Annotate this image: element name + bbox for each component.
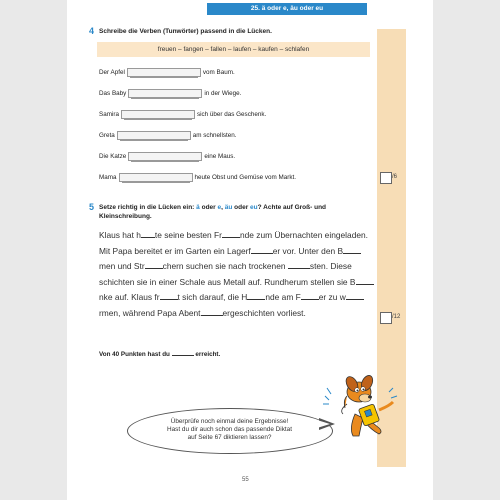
dog-mascot-illustration (319, 370, 399, 440)
sentence-row (99, 108, 266, 120)
gap-blank[interactable] (301, 299, 319, 300)
gap-blank[interactable] (247, 299, 265, 300)
speech-bubble-text: Überprüfe noch einmal deine Ergebnisse! Hast du dir auch schon das passende Diktat auf Seite 67 diktieren lassen? (166, 418, 293, 442)
gap-blank[interactable] (346, 299, 364, 300)
sentence-row (99, 66, 235, 78)
sentence-start: Samira (99, 110, 119, 118)
sentence-row (99, 171, 296, 183)
gap-text-paragraph: Klaus hat h te seine besten Fr nde zum Übernachten eingeladen. Mit Papa bereitet er im Garten ein Lagerf er vor. Unter den Bmen und Str chern suchen sie nach trockenen sten. Diese schichten sie in einer Schale aus Metall auf. Rundherum stellen sie Bnke auf. Klaus fr t sich darauf, die H nde am F er zu wrmen, während Papa Abent ergeschichten vorliest. (99, 228, 374, 322)
sentence-end: sich über das Geschenk. (196, 110, 267, 118)
sentence-start: Greta (99, 131, 115, 139)
sentence-end: vom Baum. (202, 68, 235, 76)
gap-blank[interactable] (222, 237, 240, 238)
score-label-task-5: /12 (392, 314, 401, 320)
gap-blank[interactable] (160, 299, 178, 300)
task-5-title: Setze richtig in die Lücken ein: ä oder e, äu oder eu? Achte auf Groß- und Kleinschreibung. (99, 204, 327, 220)
answer-field[interactable] (121, 110, 195, 119)
page-number: 55 (242, 477, 249, 483)
sentence-start: Der Apfel (99, 68, 125, 76)
task-4-number: 4 (89, 26, 95, 36)
score-box-task-5[interactable] (380, 312, 392, 324)
sentence-start: Das Baby (99, 89, 127, 97)
workbook-page (67, 0, 433, 500)
sentence-end: am schnellsten. (192, 131, 237, 139)
sentence-start: Mama (99, 173, 117, 181)
sentence-end: in der Wiege. (204, 89, 242, 97)
sentence-end: eine Maus. (204, 152, 236, 160)
gap-blank[interactable] (251, 253, 273, 254)
sentence-row (99, 129, 237, 141)
answer-field[interactable] (128, 152, 202, 161)
score-box-task-4[interactable] (380, 172, 392, 184)
gap-blank[interactable] (288, 268, 310, 269)
score-label-task-4: /6 (392, 174, 398, 180)
task-4-title: Schreibe die Verben (Tunwörter) passend in die Lücken. (99, 28, 272, 35)
gap-blank[interactable] (343, 253, 361, 254)
points-blank[interactable] (172, 355, 194, 356)
answer-field[interactable] (127, 68, 201, 77)
answer-field[interactable] (119, 173, 193, 182)
gap-blank[interactable] (356, 284, 374, 285)
gap-blank[interactable] (141, 237, 155, 238)
sentence-row (99, 87, 241, 99)
sentence-start: Die Katze (99, 152, 127, 160)
task-5-number: 5 (89, 202, 95, 212)
chapter-header: 25. ä oder e, äu oder eu (207, 3, 367, 15)
answer-field[interactable] (128, 89, 202, 98)
points-summary: Von 40 Punkten hast du erreicht. (99, 351, 221, 358)
sentence-row (99, 150, 235, 162)
answer-field[interactable] (117, 131, 191, 140)
gap-blank[interactable] (201, 315, 223, 316)
word-bank: freuen – fangen – fallen – laufen – kaufen – schlafen (97, 42, 370, 57)
gap-blank[interactable] (145, 268, 163, 269)
sentence-end: heute Obst und Gemüse vom Markt. (194, 173, 296, 181)
